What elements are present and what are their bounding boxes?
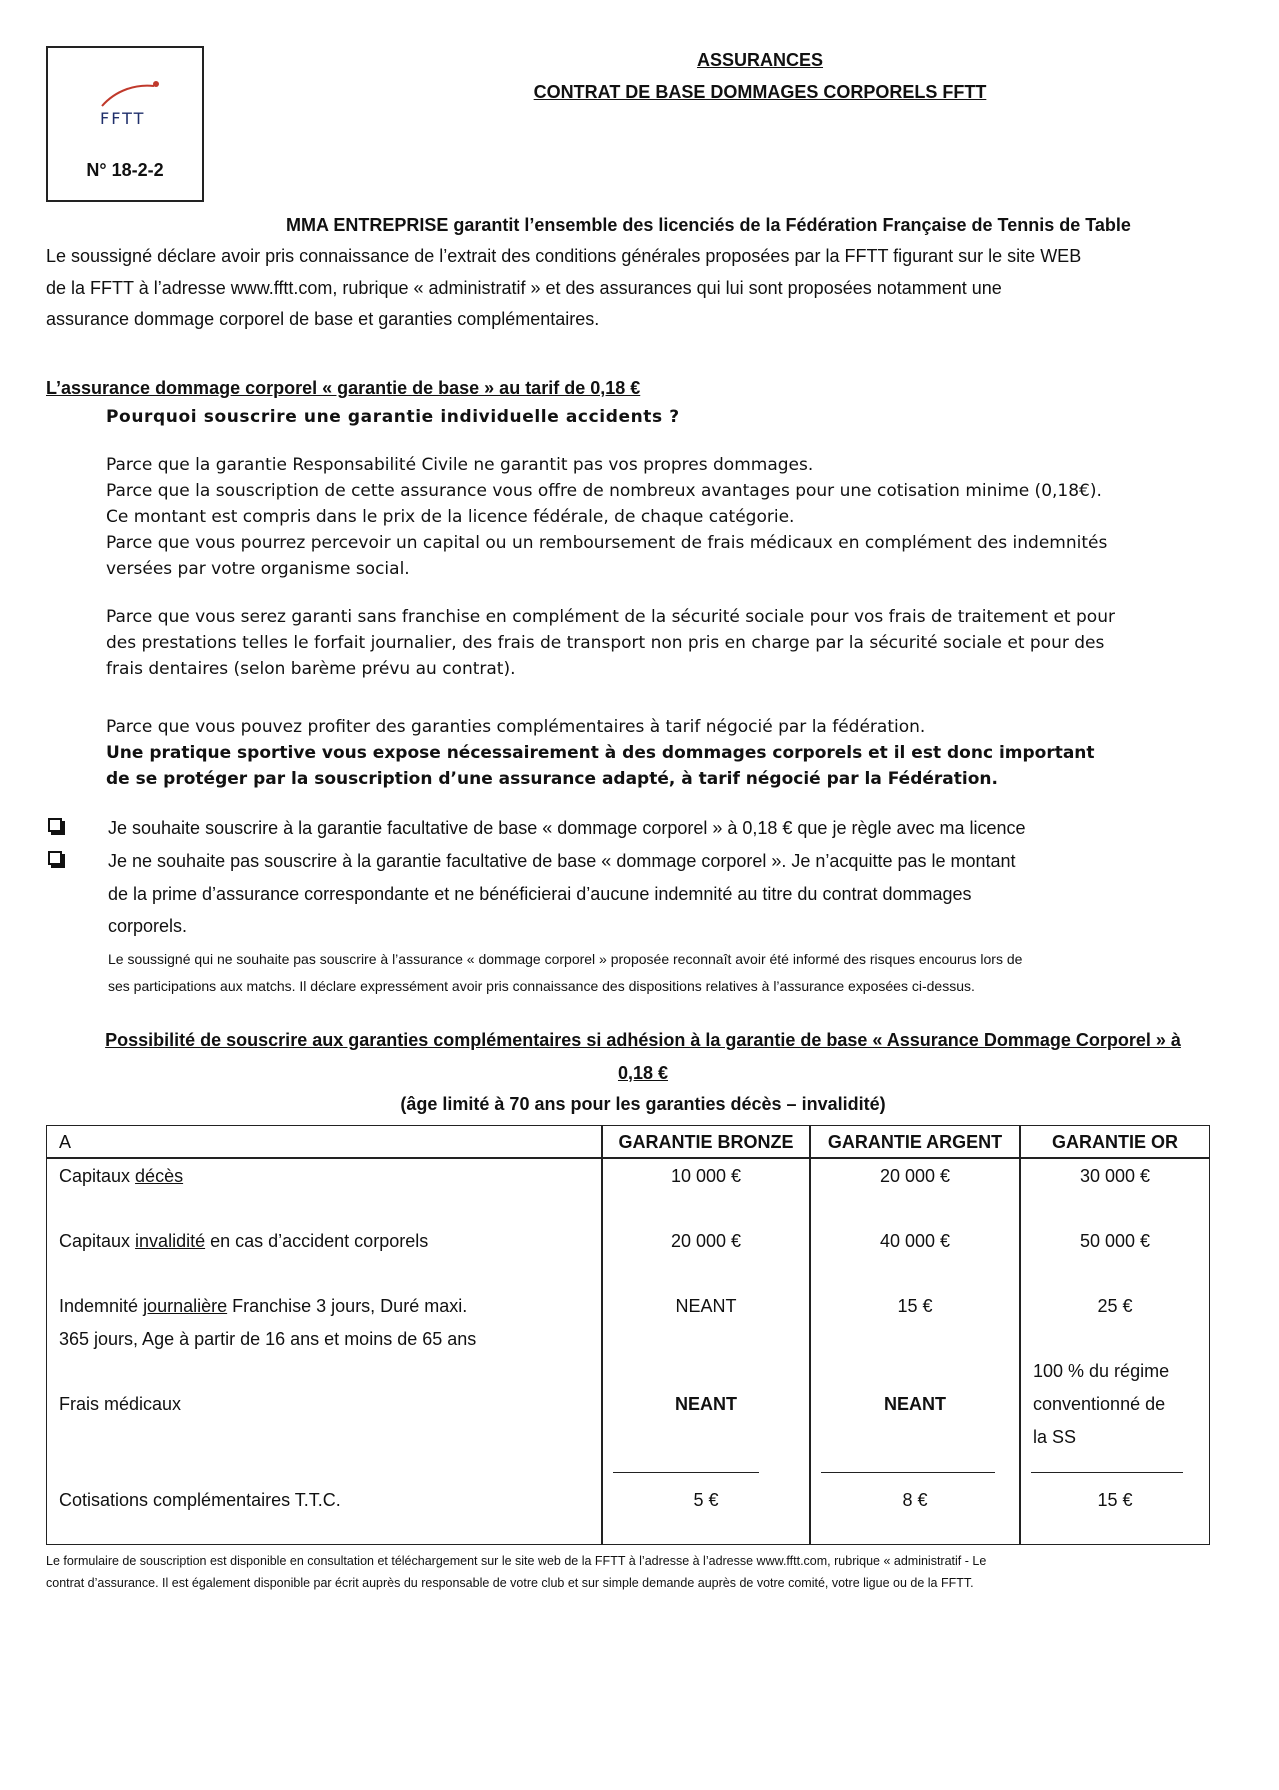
table-cell: NEANT bbox=[884, 1394, 946, 1414]
column-header-argent: GARANTIE ARGENT bbox=[827, 1132, 1003, 1152]
reason-line: Parce que vous serez garanti sans franchise en complément de la sécurité sociale pour vos frais de traitement et pour bbox=[106, 607, 1115, 627]
table-cell: NEANT bbox=[675, 1296, 737, 1316]
row-label-invalidite: Capitaux invalidité en cas d’accident corporels bbox=[59, 1231, 429, 1251]
decline-option-label: Je ne souhaite pas souscrire à la garantie facultative de base « dommage corporel ». Je n’acquitte pas le montant bbox=[108, 851, 1016, 871]
separator-line bbox=[821, 1472, 995, 1473]
row-label-journaliere-detail: 365 jours, Age à partir de 16 ans et moins de 65 ans bbox=[59, 1329, 477, 1349]
section-subheading: Pourquoi souscrire une garantie individuelle accidents ? bbox=[106, 407, 680, 427]
row-label-cotisations: Cotisations complémentaires T.T.C. bbox=[59, 1490, 341, 1510]
warning-line: de se protéger par la souscription d’une assurance adapté, à tarif négocié par la Fédération. bbox=[106, 769, 998, 789]
reason-line: Parce que la souscription de cette assurance vous offre de nombreux avantages pour une cotisation minime (0,18€). bbox=[106, 481, 1102, 501]
table-cell: 50 000 € bbox=[1079, 1231, 1151, 1251]
section-heading: L’assurance dommage corporel « garantie de base » au tarif de 0,18 € bbox=[46, 378, 641, 398]
table-cell: 15 € bbox=[897, 1296, 933, 1316]
table-cell: 20 000 € bbox=[670, 1231, 742, 1251]
table-cell: 15 € bbox=[1097, 1490, 1133, 1510]
reason-line: des prestations telles le forfait journalier, des frais de transport non pris en charge par la sécurité sociale et pour des bbox=[106, 633, 1105, 653]
intro-line: de la FFTT à l’adresse www.fftt.com, rubrique « administratif » et des assurances qui lui sont proposées notamment une bbox=[46, 278, 1002, 298]
complementary-heading-price: 0,18 € bbox=[617, 1063, 669, 1083]
separator-line bbox=[1031, 1472, 1183, 1473]
fftt-logo-icon bbox=[96, 76, 160, 132]
reference-number: N° 18-2-2 bbox=[86, 160, 164, 180]
reason-line: Parce que vous pourrez percevoir un capital ou un remboursement de frais médicaux en complément des indemnités bbox=[106, 533, 1108, 553]
page-title: ASSURANCES bbox=[696, 50, 824, 70]
decline-option-label: de la prime d’assurance correspondante et ne bénéficierai d’aucune indemnité au titre du contrat dommages bbox=[108, 884, 972, 904]
table-cell: 30 000 € bbox=[1079, 1166, 1151, 1186]
insurer-statement: MMA ENTREPRISE garantit l’ensemble des licenciés de la Fédération Française de Tennis de Table bbox=[286, 215, 1131, 235]
reason-line: versées par votre organisme social. bbox=[106, 559, 410, 579]
row-label-frais-medicaux: Frais médicaux bbox=[59, 1394, 182, 1414]
footer-note: Le formulaire de souscription est disponible en consultation et téléchargement sur le site web de la FFTT à l’adresse à l’adresse www.fftt.com, rubrique « administratif - Le bbox=[46, 1554, 987, 1568]
table-cell: 25 € bbox=[1097, 1296, 1133, 1316]
table-cell: conventionné de bbox=[1033, 1394, 1166, 1414]
column-header-or: GARANTIE OR bbox=[1052, 1132, 1178, 1152]
complementary-heading: Possibilité de souscrire aux garanties complémentaires si adhésion à la garantie de base « Assurance Dommage Corporel » à bbox=[105, 1030, 1181, 1050]
logo-box bbox=[46, 46, 204, 202]
reason-line: Ce montant est compris dans le prix de la licence fédérale, de chaque catégorie. bbox=[106, 507, 795, 527]
page-subtitle: CONTRAT DE BASE DOMMAGES CORPORELS FFTT bbox=[533, 82, 987, 102]
table-cell: 8 € bbox=[902, 1490, 928, 1510]
table-cell: 5 € bbox=[693, 1490, 719, 1510]
separator-line bbox=[613, 1472, 759, 1473]
column-header-bronze: GARANTIE BRONZE bbox=[618, 1132, 794, 1152]
table-cell: 100 % du régime bbox=[1033, 1361, 1170, 1381]
subscribe-checkbox[interactable] bbox=[48, 818, 62, 832]
table-cell: 10 000 € bbox=[670, 1166, 742, 1186]
reason-line: Parce que vous pouvez profiter des garanties complémentaires à tarif négocié par la fédération. bbox=[106, 717, 926, 737]
decline-checkbox[interactable] bbox=[48, 851, 62, 865]
guarantees-table bbox=[46, 1125, 1210, 1545]
decline-note: Le soussigné qui ne souhaite pas souscrire à l’assurance « dommage corporel » proposée reconnaît avoir été informé des risques encourus lors de bbox=[108, 951, 1023, 967]
table-cell: NEANT bbox=[675, 1394, 737, 1414]
table-corner-label: A bbox=[59, 1132, 72, 1152]
table-cell: 20 000 € bbox=[879, 1166, 951, 1186]
warning-line: Une pratique sportive vous expose nécessairement à des dommages corporels et il est donc important bbox=[106, 743, 1095, 763]
row-label-deces: Capitaux décès bbox=[59, 1166, 184, 1186]
age-limit-note: (âge limité à 70 ans pour les garanties décès – invalidité) bbox=[400, 1094, 886, 1114]
row-label-journaliere: Indemnité journalière Franchise 3 jours, Duré maxi. bbox=[59, 1296, 468, 1316]
subscribe-option-label: Je souhaite souscrire à la garantie facultative de base « dommage corporel » à 0,18 € que je règle avec ma licence bbox=[108, 818, 1026, 838]
table-cell: la SS bbox=[1033, 1427, 1077, 1447]
reason-line: Parce que la garantie Responsabilité Civile ne garantit pas vos propres dommages. bbox=[106, 455, 814, 475]
footer-note: contrat d’assurance. Il est également disponible par écrit auprès du responsable de votre club et sur simple demande auprès de votre comité, votre ligue ou de la FFTT. bbox=[46, 1576, 974, 1590]
table-cell: 40 000 € bbox=[879, 1231, 951, 1251]
decline-option-label: corporels. bbox=[108, 916, 188, 936]
logo-text: FFTT bbox=[100, 109, 146, 128]
intro-line: Le soussigné déclare avoir pris connaissance de l’extrait des conditions générales proposées par la FFTT figurant sur le site WEB bbox=[46, 246, 1082, 266]
intro-line: assurance dommage corporel de base et garanties complémentaires. bbox=[46, 309, 600, 329]
decline-note: ses participations aux matchs. Il déclare expressément avoir pris connaissance des dispositions relatives à l’assurance exposées ci-dessus. bbox=[108, 978, 975, 994]
reason-line: frais dentaires (selon barème prévu au contrat). bbox=[106, 659, 516, 679]
